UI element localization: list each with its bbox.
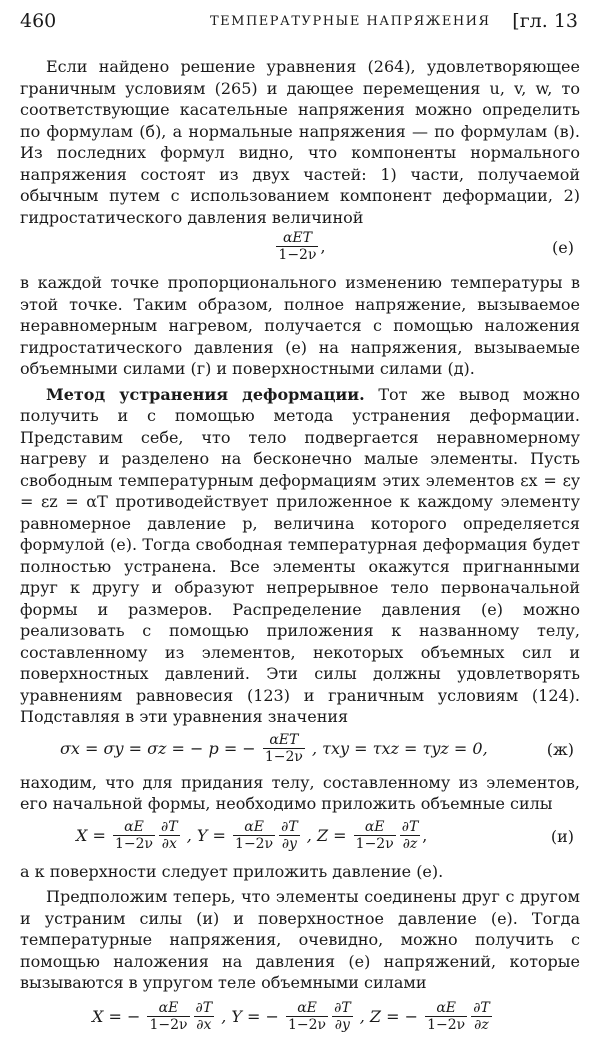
paragraph-3-text: Тот же вывод можно получить и с помощью метода устранения деформации. Представим себе, что тело подвергается неравномерному нагреву и разделено на бесконечно малые элементы. Пусть свободным температурным деформациям этих элементов εx = εy = εz = αT противодействует приложенное к каждому элементу равномерное давление p, величина которого определяется формулой (е). Тогда свободная температурная деформация будет полностью устранена. Все элементы окажутся пригнанными друг к другу и образуют непрерывное тело первоначальной формы и размеров. Распределение давления (е) можно реализовать с помощью приложения к названному телу, составленному из элементов, некоторых объемных сил и поверхностных давлений. Эти силы должны удовлетворять уравнениям равновесия (123) и граничным условиям (124). Подставляя в эти уравнения значения [20, 384, 581, 726]
paragraph-1: Если найдено решение уравнения (264), удовлетворяющее граничным условиям (265) и дающее перемещения u, v, w, то соответствующие касательные напряжения можно определить по формулам (б), а нормальные напряжения — по формулам (в). Из последних формул видно, что компоненты нормального напряжения состоят из двух частей: 1) части, получаемой обычным путем с использованием компонент деформации, 2) гидростатического давления величиной [20, 57, 580, 227]
paragraph-2: в каждой точке пропорционального изменению температуры в этой точке. Таким образом, полное напряжение, вызываемое неравномерным нагревом, получается с помощью наложения гидростатического давления (е) на напряжения, вызываемые объемными силами (г) и поверхностными силами (д). [20, 273, 580, 378]
paragraph-5: а к поверхности следует приложить давление (е). [20, 861, 444, 881]
equation-final: X = − $\frac{\alpha E}{1-2\nu}$ $\frac{\partial T}{\partial x}$ , Y = − $\frac{\alpha E}{1-2\nu}$ $\frac{\partial T}{\partial y}$ , Z = − $\frac{\alpha E}{1-2\nu}$ $\frac{\partial T}{\partial z}$ [92, 999, 490, 1033]
equation-label-i: (и) [550, 826, 574, 846]
running-title: ТЕМПЕРАТУРНЫЕ НАПРЯЖЕНИЯ [210, 14, 491, 29]
equation-e: $\frac{\text{αET}}{1-2\nu}$ , (е) [278, 230, 574, 263]
fraction: $\frac{\text{αET}}{1-2\nu}$ [278, 230, 317, 263]
paragraph-6: Предположим теперь, что элементы соединены друг с другом и устраним силы (и) и поверхностное давление (е). Тогда температурные напряжения, очевидно, можно получить с помощью наложения на давления (е) напряжений, которые вызываются в упругом теле объемными силами [20, 887, 580, 992]
equation-zh: σx = σy = σz = − p = − $\frac{\text{αET}}{1-2\nu}$ , τxy = τxz = τyz = 0, (ж) [60, 731, 574, 765]
equation-label-zh: (ж) [546, 739, 574, 759]
page-header [20, 10, 580, 40]
paragraph-3 [20, 384, 580, 728]
fraction: $\frac{\text{αET}}{1-2\nu}$ [264, 731, 303, 765]
page-body [20, 56, 580, 1040]
chapter-label: [гл. 13 [512, 10, 578, 32]
equation-i: X = $\frac{\alpha E}{1-2\nu}$ $\frac{\partial T}{\partial x}$ , Y = $\frac{\alpha E}{1-2\nu}$ $\frac{\partial T}{\partial y}$ , Z = $\frac{\alpha E}{1-2\nu}$ $\frac{\partial T}{\partial z}$ , (и) [76, 818, 574, 852]
equation-label-e: (е) [552, 238, 574, 257]
page-number: 460 [20, 10, 57, 32]
section-heading: Метод устранения деформации. [46, 384, 365, 404]
paragraph-4: находим, что для придания телу, составленному из элементов, его начальной формы, необходимо приложить объемные силы [20, 772, 580, 813]
